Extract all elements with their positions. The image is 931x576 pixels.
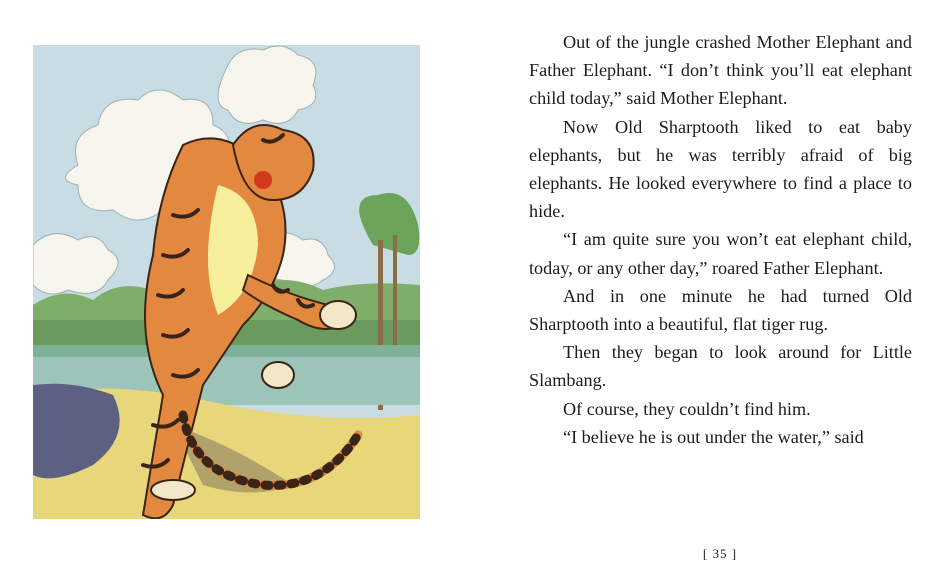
tiger-scene: [33, 45, 420, 519]
paragraph: And in one minute he had turned Old Sharptooth into a beautiful, flat tiger rug.: [529, 285, 912, 335]
paragraph: Then they began to look around for Little Slambang.: [529, 342, 912, 391]
paragraph: “I am quite sure you won’t eat elephant child, today, or any other day,” roared Father Elephant.: [529, 229, 912, 278]
paragraph: Of course, they couldn’t find him.: [563, 398, 811, 419]
tiger-illustration: [33, 45, 420, 519]
paragraph: “I believe he is out under the water,” said: [563, 426, 864, 447]
page-number: [ 35 ]: [702, 546, 738, 561]
paragraph: Now Old Sharptooth liked to eat baby elephants, but he was terribly afraid of big elephants. He looked everywhere to find a place to hide.: [529, 116, 912, 222]
paragraph: Out of the jungle crashed Mother Elephant and Father Elephant. “I don’t think you’ll eat elephant child today,” said Mother Elephant.: [529, 32, 912, 109]
story-text: [529, 28, 912, 451]
